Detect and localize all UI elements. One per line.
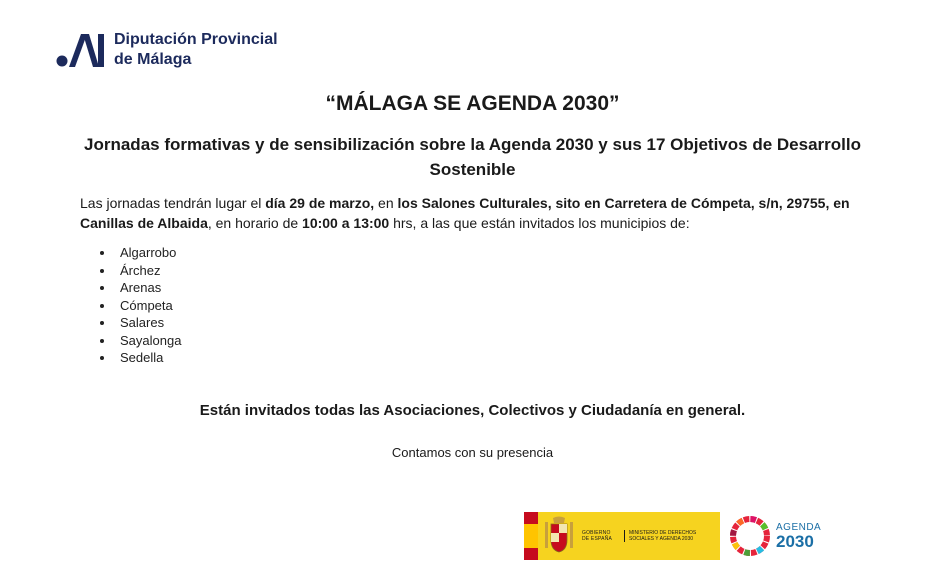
agenda-2030-text (776, 522, 821, 551)
body-text-2: en (374, 195, 398, 211)
body-text-1: Las jornadas tendrán lugar el (80, 195, 266, 211)
list-item: Árchez (100, 262, 181, 280)
list-item: Sayalonga (100, 332, 181, 350)
event-location: los Salones Culturales, sito en Carretera de Cómpeta, s/n, 29755, en Canillas de Albaida (80, 195, 850, 231)
agenda-2030-logo (728, 514, 821, 558)
agenda-label: AGENDA (776, 521, 822, 533)
header-logo (56, 30, 278, 70)
list-item: Arenas (100, 279, 181, 297)
event-description (80, 193, 880, 233)
gobierno-text: GOBIERNO DE ESPAÑA (582, 530, 613, 542)
list-item: Sedella (100, 349, 181, 367)
list-item: Cómpeta (100, 297, 181, 315)
diputacion-logo-icon (56, 32, 106, 68)
gobierno-logo (524, 512, 720, 560)
org-name (114, 30, 278, 70)
document-title: “MÁLAGA SE AGENDA 2030” (325, 92, 620, 115)
closing-text: Contamos con su presencia (391, 445, 554, 460)
body-text-4: hrs, a las que están invitados los municipios de: (389, 215, 690, 231)
spain-flag-icon (524, 512, 538, 560)
body-text-3: , en horario de (207, 215, 303, 231)
org-name-line1: Diputación Provincial (114, 31, 278, 48)
event-hours: 10:00 a 13:00 (302, 215, 390, 231)
sdg-wheel-icon (728, 514, 772, 558)
invitation-text: Están invitados todas las Asociaciones, Colectivos y Ciudadanía en general. (199, 402, 746, 419)
document-subtitle: Jornadas formativas y de sensibilización sobre la Agenda 2030 y sus 17 Objetivos de Desarrollo Sostenible (84, 135, 861, 179)
event-date: día 29 de marzo, (265, 195, 375, 211)
agenda-year: 2030 (776, 531, 814, 551)
list-item: Algarrobo (100, 244, 181, 262)
org-name-line2: de Málaga (114, 51, 192, 68)
ministerio-text: MINISTERIO DE DERECHOS SOCIALES Y AGENDA 2030 (624, 530, 709, 542)
coat-of-arms-icon (542, 516, 576, 556)
municipios-list (100, 244, 181, 367)
list-item: Salares (100, 314, 181, 332)
